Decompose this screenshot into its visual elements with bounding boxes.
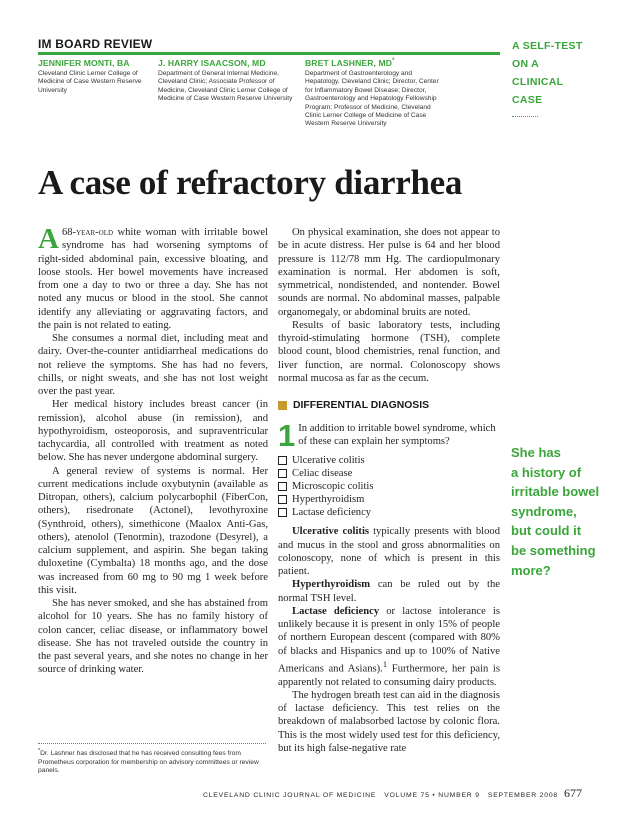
body-paragraph: On physical examination, she does not appear to be in acute distress. Her pulse is 64 and her blood pressure is 112/78 mm Hg. The cardiopulmonary examination is normal. Her abdomen is soft, symmetrical, nondistended, and nontender. Bowel sounds are normal. No abdominal masses, palpable organomegaly, or abdominal bruits are noted. [278, 227, 500, 318]
footnote-mark: * [38, 748, 41, 754]
side-question-line: She has [511, 445, 561, 460]
side-question-line: a history of [511, 464, 582, 480]
body-column-left [38, 223, 268, 677]
author-footnote-mark: * [392, 58, 395, 65]
side-question-line: more? [511, 562, 551, 578]
body-paragraph [38, 223, 268, 332]
header-rule [38, 52, 500, 55]
side-question [511, 443, 603, 580]
answer-options [278, 454, 500, 519]
paragraph-text: Furthermore, her pain is apparently not related to consuming dairy products. [278, 663, 500, 688]
side-title-line: A SELF-TEST [512, 40, 583, 52]
author-name-wrap [305, 58, 445, 68]
body-paragraph: She has never smoked, and she has abstained from alcohol for 10 years. She has no family history of colon cancer, celiac disease, or inflammatory bowel disease. She has not traveled outside the country in the past several years, and she notes no change in her source of drinking water. [38, 598, 268, 676]
answer-option[interactable] [278, 467, 500, 480]
side-question-line: be something [511, 542, 596, 558]
author-block [305, 58, 445, 129]
checkbox-icon[interactable] [278, 456, 287, 465]
body-paragraph: A general review of systems is normal. Her current medications include oxybutynin (available as Ditropan, others), calcium polycarbophil (FiberCon, others), risedronate (Actonel), levothyroxine (Synthroid, others), simethicone (Maalox Anti-Gas, others), atenolol (Tenormin), trazodone (Desyrel), a calcium supplement, and aspirin. She began taking duloxetine (Cymbalta) 18 months ago, and the dose was increased from 60 mg to 90 mg 1 week before this visit. [38, 465, 268, 596]
option-label: Lactase deficiency [292, 507, 372, 519]
answer-option[interactable] [278, 493, 500, 506]
body-paragraph [278, 525, 500, 578]
page-number: 677 [564, 786, 582, 800]
section-label: IM BOARD REVIEW [38, 37, 153, 51]
section-heading [278, 399, 500, 412]
term: Ulcerative colitis [292, 526, 370, 538]
checkbox-icon[interactable] [278, 469, 287, 478]
journal-name: CLEVELAND CLINIC JOURNAL OF MEDICINE [203, 792, 377, 799]
author-name: JENNIFER MONTI, BA [38, 58, 130, 68]
reference-mark: 1 [382, 658, 388, 669]
option-label: Microscopic colitis [292, 481, 374, 493]
option-label: Celiac disease [292, 468, 353, 480]
article-title: A case of refractory diarrhea [38, 163, 463, 202]
answer-option[interactable] [278, 506, 500, 519]
body-paragraph: Results of basic laboratory tests, including thyroid-stimulating hormone (TSH), complete blood count, blood chemistries, renal function, and liver function, are normal. Colonoscopy shows normal mucosa as far as the cecum. [278, 319, 500, 384]
checkbox-icon[interactable] [278, 508, 287, 517]
footnote-text: Dr. Lashner has disclosed that he has received consulting fees from Prometheus corporation for membership on advisory committees or review panels. [38, 750, 259, 775]
question-text: In addition to irritable bowel syndrome, which of these can explain her symptoms? [298, 423, 496, 448]
author-name: BRET LASHNER, MD [305, 58, 393, 68]
body-paragraph: The hydrogen breath test can aid in the diagnosis of lactase deficiency. This test relies on the breakdown of malabsorbed lactose by colonic flora. This is the most widely used test for this deficiency, but its high false-negative rate [278, 689, 500, 754]
footnote-rule [38, 743, 266, 744]
option-label: Hyperthyroidism [292, 494, 365, 506]
paragraph-text: white woman with irritable bowel syndrome has had worsening symptoms of right-sided abdominal pain, excessive bloating, and loose stools. Her bowel movements have increased from one a day to two or three a day. She has not noted any mucus or blood in the stool. She cannot identify any alleviating or aggravating factors, and the pain is not related to eating. [38, 227, 268, 331]
author-affiliation: Department of General Internal Medicine, Cleveland Clinic; Associate Professor of Medicine, Cleveland Clinic Lerner College of Medicine of Case Western Reserve University [158, 70, 293, 103]
paragraph-text: typically presents with blood and mucus in the stool and gross abnormalities on colonoscopy, none of which is present in this patient. [278, 526, 500, 577]
volume: VOLUME 75 [384, 792, 430, 799]
side-title [512, 37, 602, 117]
lead-in: 68-year-old [61, 227, 114, 238]
side-title-dots [512, 109, 538, 117]
answer-option[interactable] [278, 480, 500, 493]
footnote [38, 747, 268, 776]
term: Lactase deficiency [292, 605, 380, 617]
body-paragraph: Her medical history includes breast cancer (in remission), alcohol abuse (in remission), and hypothyroidism, osteoporosis, and supraventricular tachycardia, all controlled with treatment as noted below. She has never undergone abdominal surgery. [38, 399, 268, 464]
side-title-line: ON A [512, 58, 540, 70]
issue-date: SEPTEMBER 2008 [487, 792, 558, 799]
paragraph-text: can be ruled out by the normal TSH level. [278, 579, 500, 604]
side-question-line: irritable bowel [511, 484, 600, 500]
question-number: 1 [278, 418, 296, 454]
author-name: J. HARRY ISAACSON, MD [158, 58, 266, 68]
body-column-right [278, 226, 500, 755]
page-footer [203, 786, 582, 801]
checkbox-icon[interactable] [278, 482, 287, 491]
section-heading-text: DIFFERENTIAL DIAGNOSIS [293, 400, 430, 411]
heading-square-icon [278, 401, 287, 410]
body-paragraph [278, 605, 500, 689]
body-paragraph [278, 578, 500, 605]
author-affiliation: Cleveland Clinic Lerner College of Medicine of Case Western Reserve University [38, 70, 142, 94]
checkbox-icon[interactable] [278, 495, 287, 504]
author-affiliation: Department of Gastroenterology and Hepatology, Cleveland Clinic; Director, Center for Inflammatory Bowel Disease; Director, Gastroenterology and Hepatology Fellowship Program; Professor of Medicine, Cleveland Clinic Lerner College of Medicine of Case Western Reserve University [305, 70, 439, 128]
author-block [38, 58, 153, 95]
side-question-line: syndrome, [511, 503, 577, 519]
footer-bullet: • [432, 792, 436, 799]
side-title-line: CLINICAL [512, 76, 564, 88]
drop-cap: A [38, 223, 59, 255]
side-question-line: but could it [511, 523, 582, 539]
option-label: Ulcerative colitis [292, 455, 365, 467]
answer-option[interactable] [278, 454, 500, 467]
question [278, 418, 500, 454]
side-title-line: CASE [512, 94, 543, 106]
body-paragraph: She consumes a normal diet, including meat and dairy. Over-the-counter antidiarrheal medications do not relieve the symptoms. She has had no fevers, chills, or night sweats, and she has not lost weight over the past year. [38, 333, 268, 397]
paragraph-text: or lactose intolerance is unlikely because it is present in only 15% of people of northern European descent (compared with 80% of blacks and Hispanics and up to 100% of Native Americans and Asians). [278, 605, 500, 675]
author-block [158, 58, 298, 104]
issue-number: NUMBER 9 [438, 792, 480, 799]
term: Hyperthyroidism [292, 579, 371, 591]
